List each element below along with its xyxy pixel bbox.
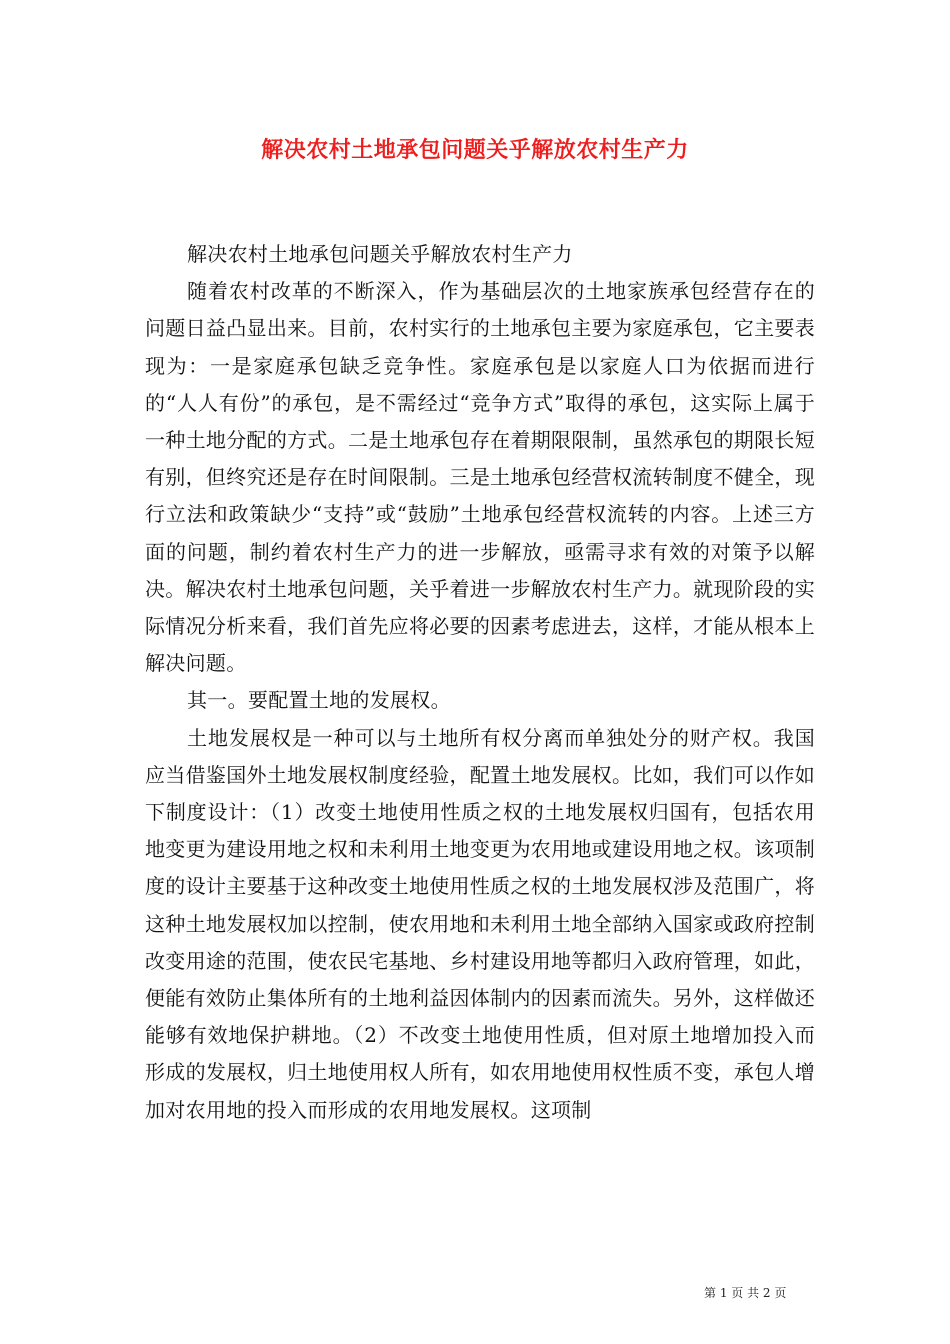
body-paragraph-1: 解决农村土地承包问题关乎解放农村生产力 xyxy=(187,242,573,266)
body-paragraph-3: 其一。要配置土地的发展权。 xyxy=(187,688,451,713)
body-paragraph-2: 随着农村改革的不断深入，作为基础层次的土地家族承包经营存在的问题日益凸显出来。目前，农村实行的土地承包主要为家庭承包，它主要表现为：一是家庭承包缺乏竞争性。家庭承包是以家庭人口为依据而进行的“人人有份”的承包，是不需经过“竞争方式”取得的承包，这实际上属于一种土地分配的方式。二是土地承包存在着期限限制，虽然承包的期限长短有别，但终究还是存在时间限制。三是土地承包经营权流转制度不健全，现行立法和政策缺少“支持”或“鼓励”土地承包经营权流转的内容。上述三方面的问题，制约着农村生产力的进一步解放，亟需寻求有效的对策予以解决。解决农村土地承包问题，关乎着进一步解放农村生产力。就现阶段的实际情况分析来看，我们首先应将必要的因素考虑进去，这样，才能从根本上解决问题。 xyxy=(145,279,815,676)
page-number: 第 1 页 共 2 页 xyxy=(704,1286,787,1300)
document-body xyxy=(145,236,815,1129)
document-title: 解决农村土地承包问题关乎解放农村生产力 xyxy=(261,137,689,163)
body-paragraph-4: 土地发展权是一种可以与土地所有权分离而单独处分的财产权。我国应当借鉴国外土地发展权制度经验，配置土地发展权。比如，我们可以作如下制度设计：（1）改变土地使用性质之权的土地发展权归国有，包括农用地变更为建设用地之权和未利用土地变更为农用地或建设用地之权。该项制度的设计主要基于这种改变土地使用性质之权的土地发展权涉及范围广，将这种土地发展权加以控制，使农用地和未利用土地全部纳入国家或政府控制改变用途的范围，使农民宅基地、乡村建设用地等都归入政府管理，如此，便能有效防止集体所有的土地利益因体制内的因素而流失。另外，这样做还能够有效地保护耕地。（2）不改变土地使用性质，但对原土地增加投入而形成的发展权，归土地使用权人所有，如农用地使用权性质不变，承包人增加对农用地的投入而形成的农用地发展权。这项制 xyxy=(145,725,815,1122)
